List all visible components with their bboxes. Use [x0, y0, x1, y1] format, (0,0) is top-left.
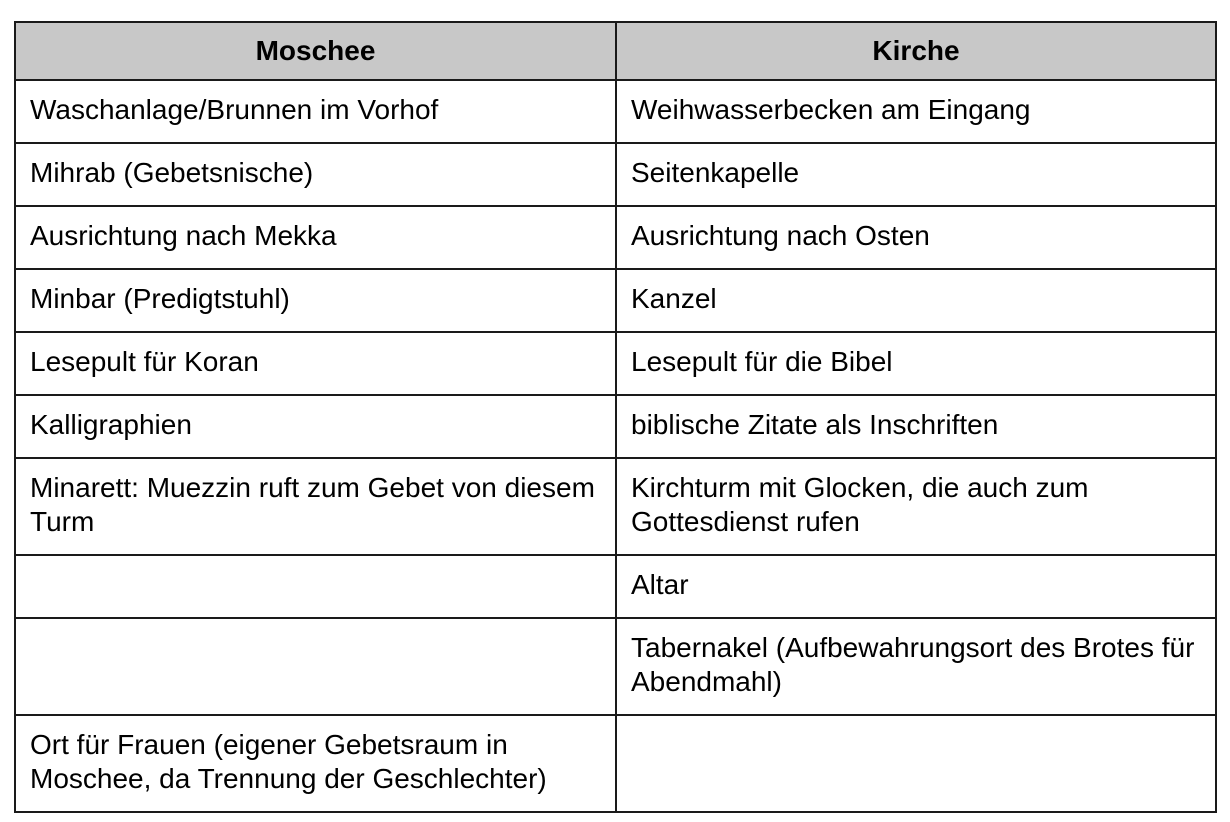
- cell-kirche: Ausrichtung nach Osten: [616, 206, 1216, 269]
- table-row: [15, 395, 1216, 458]
- cell-kirche: biblische Zitate als Inschriften: [616, 395, 1216, 458]
- table-row: [15, 332, 1216, 395]
- cell-moschee: Waschanlage/Brunnen im Vorhof: [15, 80, 616, 143]
- cell-moschee: Ausrichtung nach Mekka: [15, 206, 616, 269]
- cell-moschee: Ort für Frauen (eigener Gebetsraum in Moschee, da Trennung der Geschlechter): [15, 715, 616, 812]
- cell-kirche: [616, 715, 1216, 812]
- cell-kirche: Tabernakel (Aufbewahrungsort des Brotes für Abendmahl): [616, 618, 1216, 715]
- header-kirche: Kirche: [616, 22, 1216, 80]
- cell-moschee: Mihrab (Gebetsnische): [15, 143, 616, 206]
- header-moschee: Moschee: [15, 22, 616, 80]
- cell-kirche: Lesepult für die Bibel: [616, 332, 1216, 395]
- header-row: [15, 22, 1216, 80]
- cell-kirche: Altar: [616, 555, 1216, 618]
- table-row: [15, 618, 1216, 715]
- table-row: [15, 269, 1216, 332]
- cell-moschee: Kalligraphien: [15, 395, 616, 458]
- cell-moschee: [15, 618, 616, 715]
- cell-moschee: Minbar (Predigtstuhl): [15, 269, 616, 332]
- comparison-table: [14, 21, 1217, 813]
- cell-moschee: Minarett: Muezzin ruft zum Gebet von diesem Turm: [15, 458, 616, 555]
- cell-kirche: Kirchturm mit Glocken, die auch zum Gottesdienst rufen: [616, 458, 1216, 555]
- cell-moschee: Lesepult für Koran: [15, 332, 616, 395]
- cell-kirche: Kanzel: [616, 269, 1216, 332]
- table-row: [15, 80, 1216, 143]
- cell-kirche: Seitenkapelle: [616, 143, 1216, 206]
- table-row: [15, 715, 1216, 812]
- table-row: [15, 458, 1216, 555]
- table-row: [15, 206, 1216, 269]
- cell-kirche: Weihwasserbecken am Eingang: [616, 80, 1216, 143]
- table-row: [15, 143, 1216, 206]
- cell-moschee: [15, 555, 616, 618]
- table-row: [15, 555, 1216, 618]
